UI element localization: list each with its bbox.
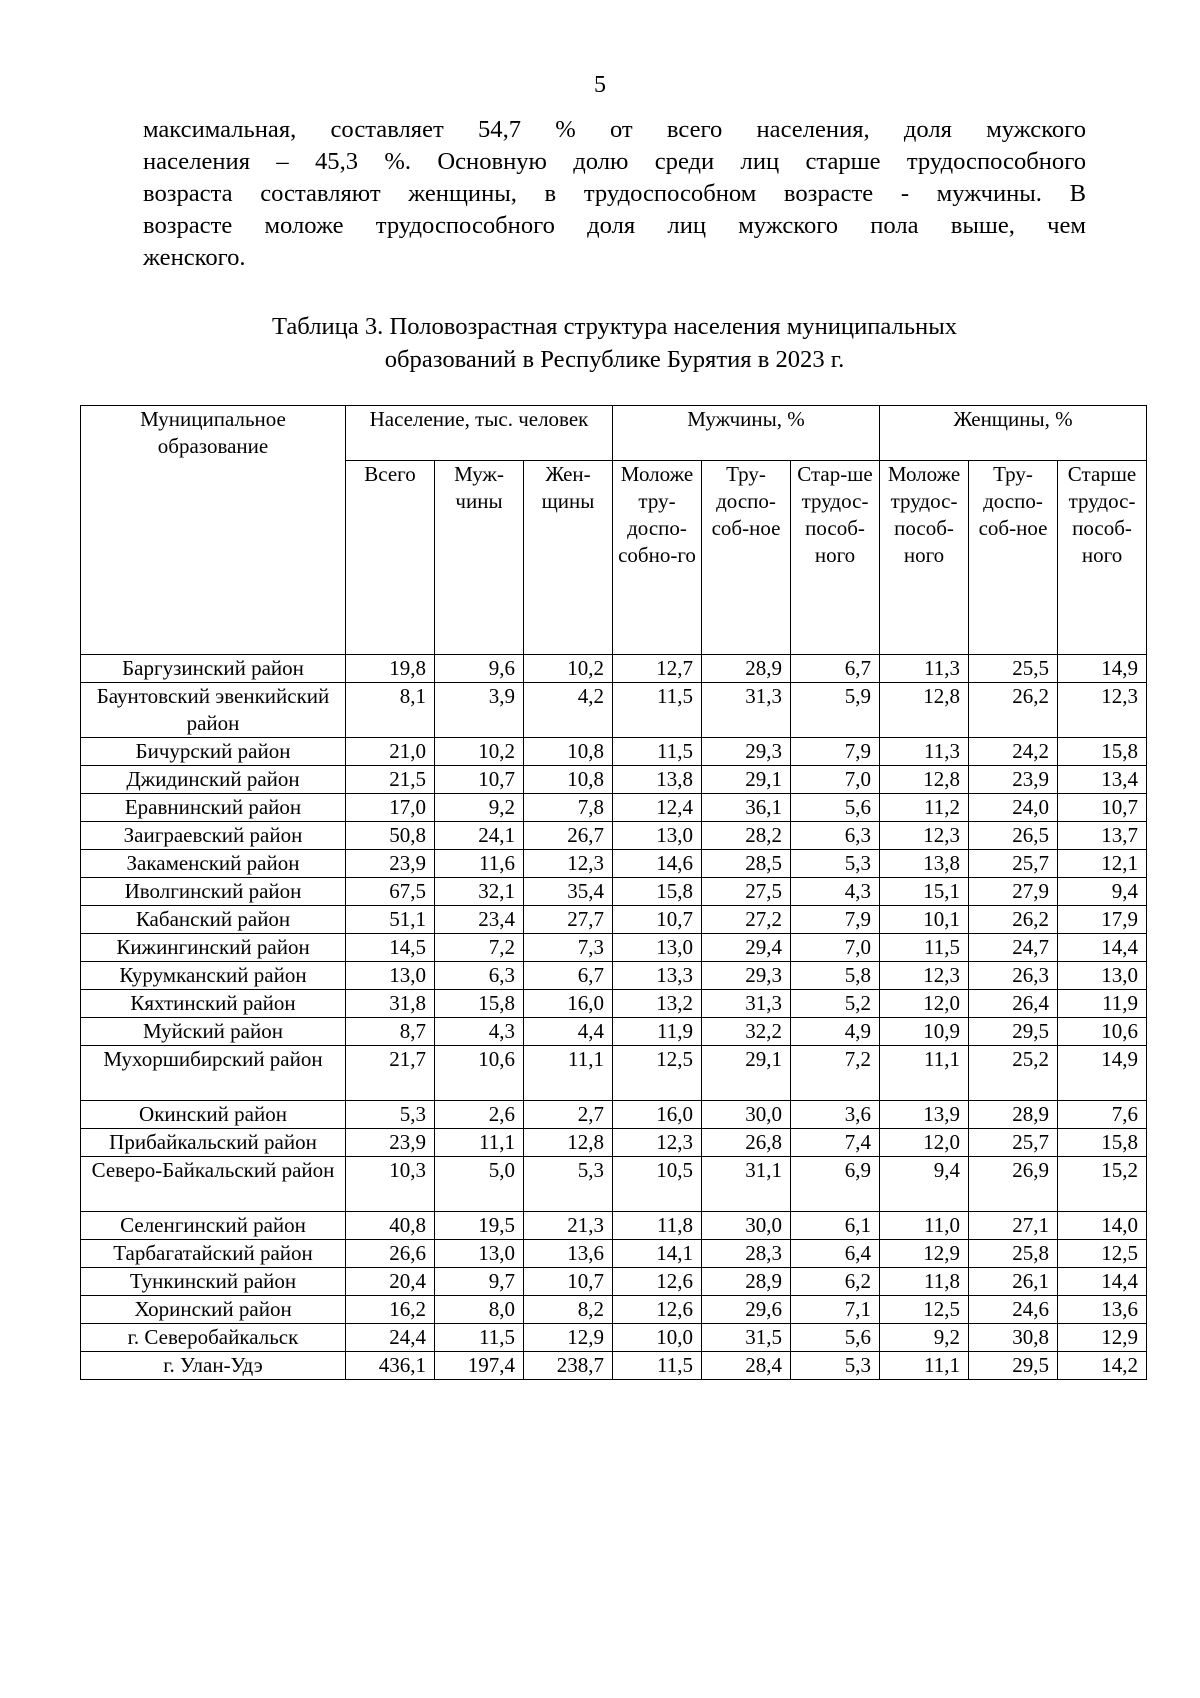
municipality-name: Баргузинский район: [81, 655, 346, 683]
value-cell: 10,6: [1058, 1018, 1147, 1046]
value-cell: 13,0: [613, 934, 702, 962]
value-cell: 11,8: [613, 1212, 702, 1240]
value-cell: 5,6: [791, 794, 880, 822]
value-cell: 12,9: [880, 1240, 969, 1268]
municipality-name: Кижингинский район: [81, 934, 346, 962]
value-cell: 9,2: [435, 794, 524, 822]
municipality-name: Тункинский район: [81, 1268, 346, 1296]
value-cell: 23,9: [969, 766, 1058, 794]
value-cell: 11,2: [880, 794, 969, 822]
value-cell: 12,6: [613, 1268, 702, 1296]
value-cell: 12,0: [880, 1129, 969, 1157]
value-cell: 10,9: [880, 1018, 969, 1046]
value-cell: 2,7: [524, 1101, 613, 1129]
value-cell: 24,2: [969, 738, 1058, 766]
municipality-name: Баунтовский эвенкийский район: [81, 683, 346, 738]
table-row: [81, 990, 1147, 1018]
value-cell: 29,5: [969, 1352, 1058, 1380]
value-cell: 7,8: [524, 794, 613, 822]
value-cell: 7,3: [524, 934, 613, 962]
caption-line: образований в Республике Бурятия в 2023 г.: [384, 346, 845, 373]
value-cell: 4,4: [524, 1018, 613, 1046]
value-cell: 24,6: [969, 1296, 1058, 1324]
value-cell: 19,8: [346, 655, 435, 683]
value-cell: 9,6: [435, 655, 524, 683]
value-cell: 7,6: [1058, 1101, 1147, 1129]
value-cell: 11,9: [1058, 990, 1147, 1018]
header-municipality: Муниципальное образование: [81, 406, 346, 655]
table-row: [81, 1101, 1147, 1129]
value-cell: 5,8: [791, 962, 880, 990]
value-cell: 12,5: [613, 1046, 702, 1101]
value-cell: 8,1: [346, 683, 435, 738]
value-cell: 13,6: [524, 1240, 613, 1268]
value-cell: 17,9: [1058, 906, 1147, 934]
value-cell: 51,1: [346, 906, 435, 934]
value-cell: 26,3: [969, 962, 1058, 990]
municipality-name: Бичурский район: [81, 738, 346, 766]
value-cell: 29,6: [702, 1296, 791, 1324]
value-cell: 28,9: [702, 1268, 791, 1296]
value-cell: 11,5: [613, 683, 702, 738]
value-cell: 14,0: [1058, 1212, 1147, 1240]
municipality-name: Мухоршибирский район: [81, 1046, 346, 1101]
value-cell: 29,4: [702, 934, 791, 962]
value-cell: 14,2: [1058, 1352, 1147, 1380]
value-cell: 11,3: [880, 655, 969, 683]
value-cell: 12,3: [613, 1129, 702, 1157]
subheader-cell: Старше трудос-пособ-ного: [1058, 461, 1147, 655]
value-cell: 31,3: [702, 990, 791, 1018]
table-row: [81, 934, 1147, 962]
value-cell: 7,2: [435, 934, 524, 962]
municipality-name: Селенгинский район: [81, 1212, 346, 1240]
value-cell: 29,5: [969, 1018, 1058, 1046]
value-cell: 11,5: [613, 1352, 702, 1380]
table-caption: [143, 310, 1086, 376]
value-cell: 21,5: [346, 766, 435, 794]
value-cell: 11,1: [524, 1046, 613, 1101]
value-cell: 26,5: [969, 822, 1058, 850]
value-cell: 35,4: [524, 878, 613, 906]
value-cell: 4,3: [791, 878, 880, 906]
value-cell: 10,0: [613, 1324, 702, 1352]
value-cell: 4,9: [791, 1018, 880, 1046]
value-cell: 11,6: [435, 850, 524, 878]
value-cell: 67,5: [346, 878, 435, 906]
value-cell: 3,6: [791, 1101, 880, 1129]
value-cell: 4,3: [435, 1018, 524, 1046]
header-men: Мужчины, %: [613, 406, 880, 461]
table-row: [81, 1129, 1147, 1157]
value-cell: 12,9: [1058, 1324, 1147, 1352]
value-cell: 23,9: [346, 1129, 435, 1157]
value-cell: 12,0: [880, 990, 969, 1018]
value-cell: 27,5: [702, 878, 791, 906]
subheader-cell: Всего: [346, 461, 435, 655]
paragraph-line: женского.: [143, 244, 246, 271]
value-cell: 10,8: [524, 738, 613, 766]
value-cell: 13,0: [435, 1240, 524, 1268]
value-cell: 11,5: [880, 934, 969, 962]
municipality-name: Иволгинский район: [81, 878, 346, 906]
value-cell: 15,8: [613, 878, 702, 906]
subheader-cell: Жен-щины: [524, 461, 613, 655]
value-cell: 23,4: [435, 906, 524, 934]
value-cell: 5,9: [791, 683, 880, 738]
value-cell: 26,6: [346, 1240, 435, 1268]
value-cell: 5,3: [524, 1157, 613, 1212]
municipality-name: Кяхтинский район: [81, 990, 346, 1018]
value-cell: 7,0: [791, 934, 880, 962]
value-cell: 11,8: [880, 1268, 969, 1296]
value-cell: 25,8: [969, 1240, 1058, 1268]
value-cell: 12,4: [613, 794, 702, 822]
value-cell: 26,1: [969, 1268, 1058, 1296]
paragraph-line: максимальная, составляет 54,7 % от всего населения, доля мужского: [143, 116, 1086, 143]
value-cell: 13,6: [1058, 1296, 1147, 1324]
value-cell: 26,7: [524, 822, 613, 850]
value-cell: 31,1: [702, 1157, 791, 1212]
value-cell: 15,1: [880, 878, 969, 906]
table-row: [81, 1212, 1147, 1240]
value-cell: 21,7: [346, 1046, 435, 1101]
subheader-cell: Моложе трудос-пособ-ного: [880, 461, 969, 655]
value-cell: 5,2: [791, 990, 880, 1018]
table-row: [81, 655, 1147, 683]
table-row: [81, 1046, 1147, 1101]
municipality-name: Джидинский район: [81, 766, 346, 794]
value-cell: 31,8: [346, 990, 435, 1018]
value-cell: 27,1: [969, 1212, 1058, 1240]
table-row: [81, 1268, 1147, 1296]
value-cell: 10,2: [435, 738, 524, 766]
value-cell: 5,3: [791, 850, 880, 878]
value-cell: 29,1: [702, 1046, 791, 1101]
table-row: [81, 1324, 1147, 1352]
municipality-name: Кабанский район: [81, 906, 346, 934]
value-cell: 12,3: [880, 822, 969, 850]
table-row: [81, 738, 1147, 766]
value-cell: 29,1: [702, 766, 791, 794]
value-cell: 24,1: [435, 822, 524, 850]
value-cell: 9,7: [435, 1268, 524, 1296]
value-cell: 13,0: [346, 962, 435, 990]
value-cell: 30,0: [702, 1212, 791, 1240]
value-cell: 9,4: [880, 1157, 969, 1212]
table-row: [81, 962, 1147, 990]
value-cell: 6,3: [435, 962, 524, 990]
value-cell: 10,2: [524, 655, 613, 683]
municipality-name: Окинский район: [81, 1101, 346, 1129]
value-cell: 12,8: [880, 683, 969, 738]
value-cell: 10,7: [435, 766, 524, 794]
value-cell: 27,9: [969, 878, 1058, 906]
value-cell: 14,4: [1058, 934, 1147, 962]
value-cell: 13,0: [1058, 962, 1147, 990]
value-cell: 11,1: [880, 1046, 969, 1101]
value-cell: 13,8: [880, 850, 969, 878]
value-cell: 11,5: [435, 1324, 524, 1352]
value-cell: 32,2: [702, 1018, 791, 1046]
value-cell: 28,3: [702, 1240, 791, 1268]
value-cell: 9,4: [1058, 878, 1147, 906]
value-cell: 21,3: [524, 1212, 613, 1240]
subheader-cell: Тру-доспо-соб-ное: [702, 461, 791, 655]
value-cell: 14,9: [1058, 1046, 1147, 1101]
value-cell: 6,9: [791, 1157, 880, 1212]
table-row: [81, 766, 1147, 794]
value-cell: 12,8: [524, 1129, 613, 1157]
value-cell: 11,5: [613, 738, 702, 766]
value-cell: 14,9: [1058, 655, 1147, 683]
value-cell: 28,9: [969, 1101, 1058, 1129]
page-number: 5: [594, 72, 606, 98]
caption-line: Таблица 3. Половозрастная структура населения муниципальных: [271, 313, 958, 340]
value-cell: 6,4: [791, 1240, 880, 1268]
value-cell: 32,1: [435, 878, 524, 906]
value-cell: 27,7: [524, 906, 613, 934]
value-cell: 26,8: [702, 1129, 791, 1157]
header-population: Население, тыс. человек: [346, 406, 613, 461]
value-cell: 7,0: [791, 766, 880, 794]
municipality-name: Северо-Байкальский район: [81, 1157, 346, 1212]
value-cell: 26,2: [969, 906, 1058, 934]
value-cell: 11,1: [435, 1129, 524, 1157]
value-cell: 15,8: [435, 990, 524, 1018]
value-cell: 13,9: [880, 1101, 969, 1129]
value-cell: 3,9: [435, 683, 524, 738]
value-cell: 2,6: [435, 1101, 524, 1129]
body-paragraph: [143, 114, 1086, 274]
value-cell: 436,1: [346, 1352, 435, 1380]
table-row: [81, 850, 1147, 878]
municipality-name: Хоринский район: [81, 1296, 346, 1324]
value-cell: 9,2: [880, 1324, 969, 1352]
value-cell: 31,5: [702, 1324, 791, 1352]
municipality-name: Заиграевский район: [81, 822, 346, 850]
value-cell: 12,8: [880, 766, 969, 794]
table-row: [81, 1352, 1147, 1380]
population-structure-table: [80, 405, 1147, 1380]
value-cell: 16,0: [613, 1101, 702, 1129]
value-cell: 10,7: [1058, 794, 1147, 822]
table-row: [81, 822, 1147, 850]
value-cell: 23,9: [346, 850, 435, 878]
subheader-cell: Муж-чины: [435, 461, 524, 655]
value-cell: 28,4: [702, 1352, 791, 1380]
value-cell: 15,8: [1058, 738, 1147, 766]
value-cell: 7,2: [791, 1046, 880, 1101]
value-cell: 13,0: [613, 822, 702, 850]
value-cell: 12,5: [1058, 1240, 1147, 1268]
value-cell: 20,4: [346, 1268, 435, 1296]
subheader-cell: Моложе тру-доспо-собно-го: [613, 461, 702, 655]
table-row: [81, 794, 1147, 822]
value-cell: 14,4: [1058, 1268, 1147, 1296]
value-cell: 24,0: [969, 794, 1058, 822]
value-cell: 27,2: [702, 906, 791, 934]
value-cell: 197,4: [435, 1352, 524, 1380]
municipality-name: г. Улан-Удэ: [81, 1352, 346, 1380]
table-row: [81, 1157, 1147, 1212]
value-cell: 11,9: [613, 1018, 702, 1046]
value-cell: 6,1: [791, 1212, 880, 1240]
value-cell: 13,8: [613, 766, 702, 794]
value-cell: 5,3: [346, 1101, 435, 1129]
value-cell: 30,8: [969, 1324, 1058, 1352]
value-cell: 12,1: [1058, 850, 1147, 878]
table-row: [81, 1296, 1147, 1324]
subheader-cell: Тру-доспо-соб-ное: [969, 461, 1058, 655]
table-row: [81, 1240, 1147, 1268]
value-cell: 12,5: [880, 1296, 969, 1324]
value-cell: 16,2: [346, 1296, 435, 1324]
value-cell: 25,7: [969, 850, 1058, 878]
value-cell: 10,7: [524, 1268, 613, 1296]
value-cell: 10,5: [613, 1157, 702, 1212]
value-cell: 5,3: [791, 1352, 880, 1380]
value-cell: 4,2: [524, 683, 613, 738]
value-cell: 14,5: [346, 934, 435, 962]
value-cell: 15,8: [1058, 1129, 1147, 1157]
value-cell: 24,4: [346, 1324, 435, 1352]
table-row: [81, 878, 1147, 906]
value-cell: 26,4: [969, 990, 1058, 1018]
value-cell: 26,2: [969, 683, 1058, 738]
value-cell: 12,3: [1058, 683, 1147, 738]
value-cell: 14,6: [613, 850, 702, 878]
paragraph-line: возрасте моложе трудоспособного доля лиц мужского пола выше, чем: [143, 212, 1086, 239]
value-cell: 7,9: [791, 738, 880, 766]
value-cell: 40,8: [346, 1212, 435, 1240]
value-cell: 12,7: [613, 655, 702, 683]
value-cell: 12,6: [613, 1296, 702, 1324]
municipality-name: Муйский район: [81, 1018, 346, 1046]
paragraph-line: возраста составляют женщины, в трудоспособном возрасте - мужчины. В: [143, 180, 1086, 207]
value-cell: 6,2: [791, 1268, 880, 1296]
value-cell: 12,3: [880, 962, 969, 990]
value-cell: 10,3: [346, 1157, 435, 1212]
value-cell: 12,9: [524, 1324, 613, 1352]
value-cell: 13,3: [613, 962, 702, 990]
value-cell: 10,6: [435, 1046, 524, 1101]
value-cell: 25,2: [969, 1046, 1058, 1101]
value-cell: 8,2: [524, 1296, 613, 1324]
value-cell: 10,8: [524, 766, 613, 794]
municipality-name: Закаменский район: [81, 850, 346, 878]
value-cell: 12,3: [524, 850, 613, 878]
value-cell: 8,7: [346, 1018, 435, 1046]
paragraph-line: населения – 45,3 %. Основную долю среди лиц старше трудоспособного: [143, 148, 1086, 175]
value-cell: 25,5: [969, 655, 1058, 683]
value-cell: 13,2: [613, 990, 702, 1018]
value-cell: 238,7: [524, 1352, 613, 1380]
table-row: [81, 1018, 1147, 1046]
value-cell: 11,3: [880, 738, 969, 766]
value-cell: 6,7: [524, 962, 613, 990]
value-cell: 6,3: [791, 822, 880, 850]
value-cell: 6,7: [791, 655, 880, 683]
value-cell: 26,9: [969, 1157, 1058, 1212]
value-cell: 7,1: [791, 1296, 880, 1324]
table-row: [81, 683, 1147, 738]
value-cell: 24,7: [969, 934, 1058, 962]
value-cell: 25,7: [969, 1129, 1058, 1157]
header-women: Женщины, %: [880, 406, 1147, 461]
value-cell: 50,8: [346, 822, 435, 850]
value-cell: 13,4: [1058, 766, 1147, 794]
subheader-cell: Стар-ше трудос-пособ-ного: [791, 461, 880, 655]
value-cell: 11,0: [880, 1212, 969, 1240]
municipality-name: Курумканский район: [81, 962, 346, 990]
value-cell: 15,2: [1058, 1157, 1147, 1212]
value-cell: 36,1: [702, 794, 791, 822]
value-cell: 14,1: [613, 1240, 702, 1268]
municipality-name: г. Северобайкальск: [81, 1324, 346, 1352]
value-cell: 7,9: [791, 906, 880, 934]
value-cell: 28,5: [702, 850, 791, 878]
value-cell: 29,3: [702, 738, 791, 766]
municipality-name: Прибайкальский район: [81, 1129, 346, 1157]
value-cell: 13,7: [1058, 822, 1147, 850]
value-cell: 28,2: [702, 822, 791, 850]
value-cell: 5,0: [435, 1157, 524, 1212]
value-cell: 19,5: [435, 1212, 524, 1240]
value-cell: 10,1: [880, 906, 969, 934]
value-cell: 11,1: [880, 1352, 969, 1380]
value-cell: 29,3: [702, 962, 791, 990]
value-cell: 31,3: [702, 683, 791, 738]
value-cell: 21,0: [346, 738, 435, 766]
value-cell: 10,7: [613, 906, 702, 934]
value-cell: 28,9: [702, 655, 791, 683]
value-cell: 7,4: [791, 1129, 880, 1157]
value-cell: 5,6: [791, 1324, 880, 1352]
municipality-name: Еравнинский район: [81, 794, 346, 822]
value-cell: 8,0: [435, 1296, 524, 1324]
municipality-name: Тарбагатайский район: [81, 1240, 346, 1268]
value-cell: 17,0: [346, 794, 435, 822]
value-cell: 16,0: [524, 990, 613, 1018]
table-row: [81, 906, 1147, 934]
value-cell: 30,0: [702, 1101, 791, 1129]
